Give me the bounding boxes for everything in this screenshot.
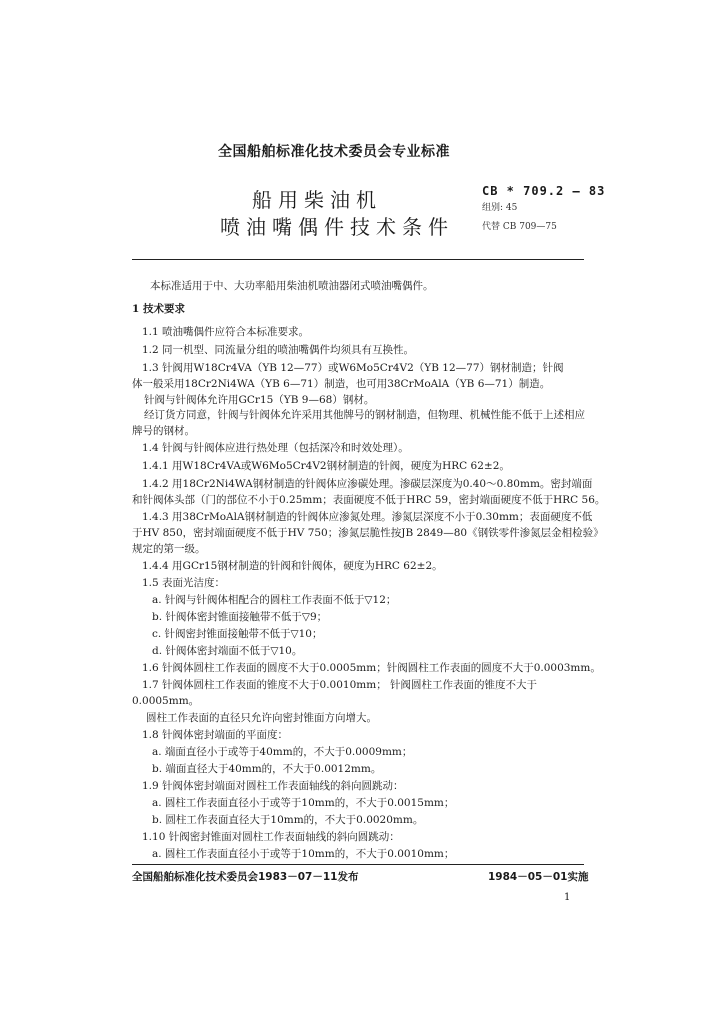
page-number: 1 — [564, 892, 571, 903]
clause-line: 于HV 850，密封端面硬度不低于HV 750；渗氮层脆性按JB 2849—80《钢铁零件渗氮层金相检验》 — [132, 527, 604, 539]
clause-line: 1.4.2 用18Cr2Ni4WA钢材制造的针阀体应渗碳处理。渗碳层深度为0.40～0.80mm。密封端面 — [142, 478, 593, 490]
clause-line: 1.5 表面光洁度： — [142, 577, 226, 589]
clause-line: 1.7 针阀体圆柱工作表面的锥度不大于0.0010mm； 针阀圆柱工作表面的锥度不大于 — [142, 679, 538, 691]
footer-divider — [132, 864, 584, 865]
clause-line: 圆柱工作表面的直径只允许向密封锥面方向增大。 — [146, 712, 377, 724]
issue-date: 全国船舶标准化技术委员会1983－07－11发布 — [132, 871, 359, 883]
clause-line: 1.4.4 用GCr15钢材制造的针阀和针阀体，硬度为HRC 62±2。 — [142, 560, 443, 572]
clause-line: 和针阀体头部（门的部位不小于0.25mm；表面硬度不低于HRC 59，密封端面硬度不低于HRC 56。 — [132, 494, 606, 506]
clause-line: 1.1 喷油嘴偶件应符合本标准要求。 — [142, 326, 310, 338]
list-item: a. 针阀与针阀体相配合的圆柱工作表面不低于▽12； — [152, 594, 397, 606]
clause-line: 1.8 针阀体密封端面的平面度： — [142, 729, 289, 741]
clause-line: 1.4.3 用38CrMoAlA钢材制造的针阀体应渗氮处理。渗氮层深度不小于0.30mm；表面硬度不低 — [142, 511, 593, 523]
clause-line: 0.0005mm。 — [132, 695, 200, 707]
clause-line: 1.2 同一机型、同流量分组的喷油嘴偶件均须具有互换性。 — [142, 344, 415, 356]
clause-line: 1.4 针阀与针阀体应进行热处理（包括深冷和时效处理）。 — [142, 442, 409, 454]
section-heading: 1 技术要求 — [132, 303, 185, 315]
issuing-organization: 全国船舶标准化技术委员会专业标准 — [218, 144, 450, 160]
document-title-line2: 喷油嘴偶件技术条件 — [220, 215, 454, 239]
list-item: a. 端面直径小于或等于40mm的，不大于0.0009mm； — [152, 746, 413, 758]
effective-date: 1984－05－01实施 — [488, 871, 589, 883]
list-item: a. 圆柱工作表面直径小于或等于10mm的，不大于0.0010mm； — [152, 848, 455, 860]
list-item: d. 针阀体密封端面不低于▽10。 — [152, 645, 303, 657]
list-item: c. 针阀密封锥面接触带不低于▽10； — [152, 628, 323, 640]
clause-line: 牌号的钢材。 — [132, 425, 195, 437]
clause-line: 1.10 针阀密封锥面对圆柱工作表面轴线的斜向圆跳动： — [142, 831, 400, 843]
clause-line: 针阀与针阀体允许用GCr15（YB 9—68）钢材。 — [144, 394, 375, 406]
list-item: b. 圆柱工作表面直径大于10mm的，不大于0.0020mm。 — [152, 814, 424, 826]
clause-line: 1.9 针阀体密封端面对圆柱工作表面轴线的斜向圆跳动： — [142, 780, 404, 792]
clause-line: 经订货方同意，针阀与针阀体允许采用其他牌号的钢材制造，但物理、机械性能不低于上述相应 — [144, 409, 585, 421]
list-item: b. 针阀体密封锥面接触带不低于▽9； — [152, 611, 328, 623]
document-title-line1: 船用柴油机 — [252, 188, 382, 212]
list-item: a. 圆柱工作表面直径小于或等于10mm的，不大于0.0015mm； — [152, 797, 455, 809]
standard-code: CB * 709.2 — 83 — [482, 184, 606, 198]
clause-line: 1.4.1 用W18Cr4VA或W6Mo5Cr4V2钢材制造的针阀，硬度为HRC 62±2。 — [142, 460, 510, 472]
clause-line: 1.3 针阀用W18Cr4VA（YB 12—77）或W6Mo5Cr4V2（YB 12—77）钢材制造；针阀 — [142, 362, 564, 374]
clause-line: 规定的第一级。 — [132, 543, 206, 555]
clause-line: 1.6 针阀体圆柱工作表面的圆度不大于0.0005mm；针阀圆柱工作表面的圆度不大于0.0003mm。 — [142, 662, 601, 674]
header-divider — [132, 259, 584, 260]
scope-line: 本标准适用于中、大功率船用柴油机喷油器闭式喷油嘴偶件。 — [150, 280, 434, 292]
list-item: b. 端面直径大于40mm的，不大于0.0012mm。 — [152, 763, 382, 775]
standard-category: 组别: 45 — [482, 203, 518, 213]
replaces-standard: 代替 CB 709—75 — [482, 222, 557, 232]
clause-line: 体一般采用18Cr2Ni4WA（YB 6—71）制造，也可用38CrMoAlA（YB 6—71）制造。 — [132, 378, 551, 390]
